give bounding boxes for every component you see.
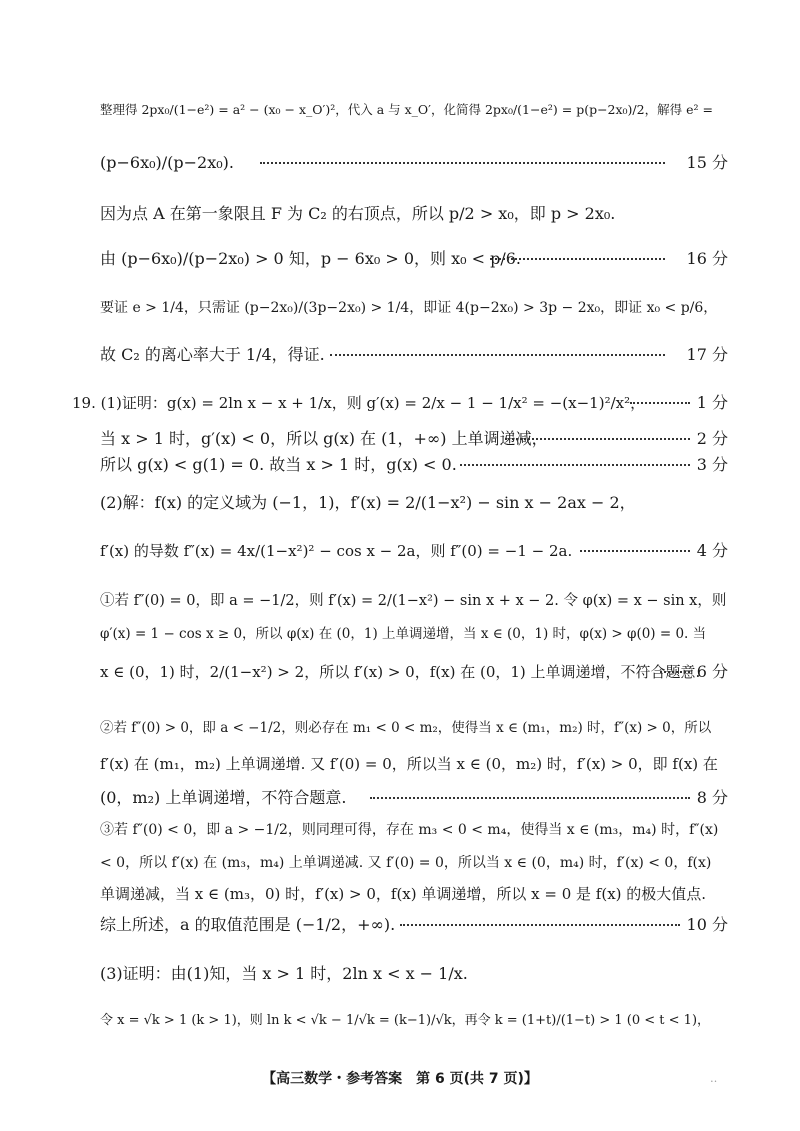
line-text: 所以 g(x) < g(1) = 0. 故当 x > 1 时，g(x) < 0. <box>100 455 457 474</box>
line-text: 单调递减，当 x ∈ (m₃，0) 时，f′(x) > 0，f(x) 单调递增，所以 x = 0 是 f(x) 的极大值点. <box>100 885 707 903</box>
line-text: φ′(x) = 1 − cos x ≥ 0，所以 φ(x) 在 (0，1) 上单调递增，当 x ∈ (0，1) 时，φ(x) > φ(0) = 0. 当 <box>100 626 707 642</box>
dot-leader <box>580 550 690 552</box>
score-label: 4 分 <box>696 541 728 560</box>
line-text: 综上所述，a 的取值范围是 (−1/2，+∞). <box>100 915 396 934</box>
line-text: (0，m₂) 上单调递增，不符合题意. <box>100 788 347 807</box>
solution-line <box>0 533 800 569</box>
line-text: (p−6x₀)/(p−2x₀). <box>100 153 234 172</box>
solution-line <box>0 290 800 326</box>
score-label: 6 分 <box>696 662 728 681</box>
page-footer: 【高三数学・参考答案 第 6 页(共 7 页)】 <box>262 1071 538 1087</box>
score-label: 16 分 <box>686 249 728 268</box>
solution-line <box>0 145 800 181</box>
score-label: 17 分 <box>686 345 728 364</box>
solution-line <box>0 812 800 848</box>
line-text: 要证 e > 1/4，只需证 (p−2x₀)/(3p−2x₀) > 1/4，即证 4(p−2x₀) > 3p − 2x₀，即证 x₀ < p/6， <box>100 300 718 316</box>
dot-leader <box>260 162 665 164</box>
dot-leader <box>400 924 680 926</box>
solution-line <box>0 447 800 483</box>
dot-leader <box>660 671 690 673</box>
solution-line <box>0 337 800 373</box>
line-text: 整理得 2px₀/(1−e²) = a² − (x₀ − x_O′)²，代入 a 与 x_O′，化简得 2px₀/(1−e²) = p(p−2x₀)/2，解得 e² = <box>100 102 713 117</box>
score-label: 1 分 <box>696 393 728 412</box>
line-text: < 0，所以 f′(x) 在 (m₃，m₄) 上单调递减. 又 f′(0) = 0，所以当 x ∈ (0，m₄) 时，f′(x) < 0，f(x) <box>100 855 712 871</box>
line-text: ①若 f″(0) = 0，即 a = −1/2，则 f′(x) = 2/(1−x²) − sin x + x − 2. 令 φ(x) = x − sin x，则 <box>100 593 727 609</box>
dot-leader <box>460 464 690 466</box>
solution-line <box>0 196 800 232</box>
line-text: x ∈ (0，1) 时，2/(1−x²) > 2，所以 f′(x) > 0，f(x) 在 (0，1) 上单调递增，不符合题意. <box>100 663 701 681</box>
solution-line <box>0 92 800 128</box>
line-text: (3)证明：由(1)知，当 x > 1 时，2ln x < x − 1/x. <box>100 964 468 983</box>
line-text: f′(x) 在 (m₁，m₂) 上单调递增. 又 f′(0) = 0，所以当 x ∈ (0，m₂) 时，f′(x) > 0，即 f(x) 在 <box>100 755 718 773</box>
solution-line <box>0 907 800 943</box>
solution-line <box>0 385 800 421</box>
solution-line <box>0 241 800 277</box>
solution-line <box>0 956 800 992</box>
dot-leader <box>330 354 665 356</box>
solution-line <box>0 616 800 652</box>
solution-line <box>0 780 800 816</box>
dot-leader <box>630 402 690 404</box>
solution-line <box>0 1003 800 1039</box>
line-text: f′(x) 的导数 f″(x) = 4x/(1−x²)² − cos x − 2a，则 f″(0) = −1 − 2a. <box>100 542 573 560</box>
line-text: 当 x > 1 时，g′(x) < 0，所以 g(x) 在 (1，+∞) 上单调递减， <box>100 429 548 448</box>
line-text: 故 C₂ 的离心率大于 1/4，得证. <box>100 345 325 364</box>
line-text: 令 x = √k > 1 (k > 1)，则 ln k < √k − 1/√k = (k−1)/√k，再令 k = (1+t)/(1−t) > 1 (0 < t < 1)， <box>100 1013 711 1028</box>
line-text: 因为点 A 在第一象限且 F 为 C₂ 的右顶点，所以 p/2 > x₀，即 p > 2x₀. <box>100 204 616 223</box>
line-text: 19. (1)证明：g(x) = 2ln x − x + 1/x，则 g′(x) = 2/x − 1 − 1/x² = −(x−1)²/x²， <box>72 394 646 412</box>
score-label: 8 分 <box>696 788 728 807</box>
dot-leader <box>505 438 690 440</box>
solution-line <box>0 583 800 619</box>
score-label: 2 分 <box>696 429 728 448</box>
line-text: ③若 f″(0) < 0，即 a > −1/2，则同理可得，存在 m₃ < 0 < m₄，使得当 x ∈ (m₃，m₄) 时，f″(x) <box>100 822 719 838</box>
solution-line <box>0 654 800 690</box>
dot-leader <box>490 258 665 260</box>
solution-line <box>0 746 800 782</box>
line-text: 由 (p−6x₀)/(p−2x₀) > 0 知，p − 6x₀ > 0，则 x₀ < p/6. <box>100 249 522 268</box>
solution-line <box>0 710 800 746</box>
score-label: 15 分 <box>686 153 728 172</box>
score-label: 3 分 <box>696 455 728 474</box>
solution-line <box>0 485 800 521</box>
corner-mark: ‥ <box>710 1072 718 1085</box>
dot-leader <box>370 797 690 799</box>
line-text: ②若 f″(0) > 0，即 a < −1/2，则必存在 m₁ < 0 < m₂，使得当 x ∈ (m₁，m₂) 时，f″(x) > 0，所以 <box>100 720 712 736</box>
score-label: 10 分 <box>686 915 728 934</box>
line-text: (2)解：f(x) 的定义域为 (−1，1)，f′(x) = 2/(1−x²) − sin x − 2ax − 2， <box>100 493 636 512</box>
